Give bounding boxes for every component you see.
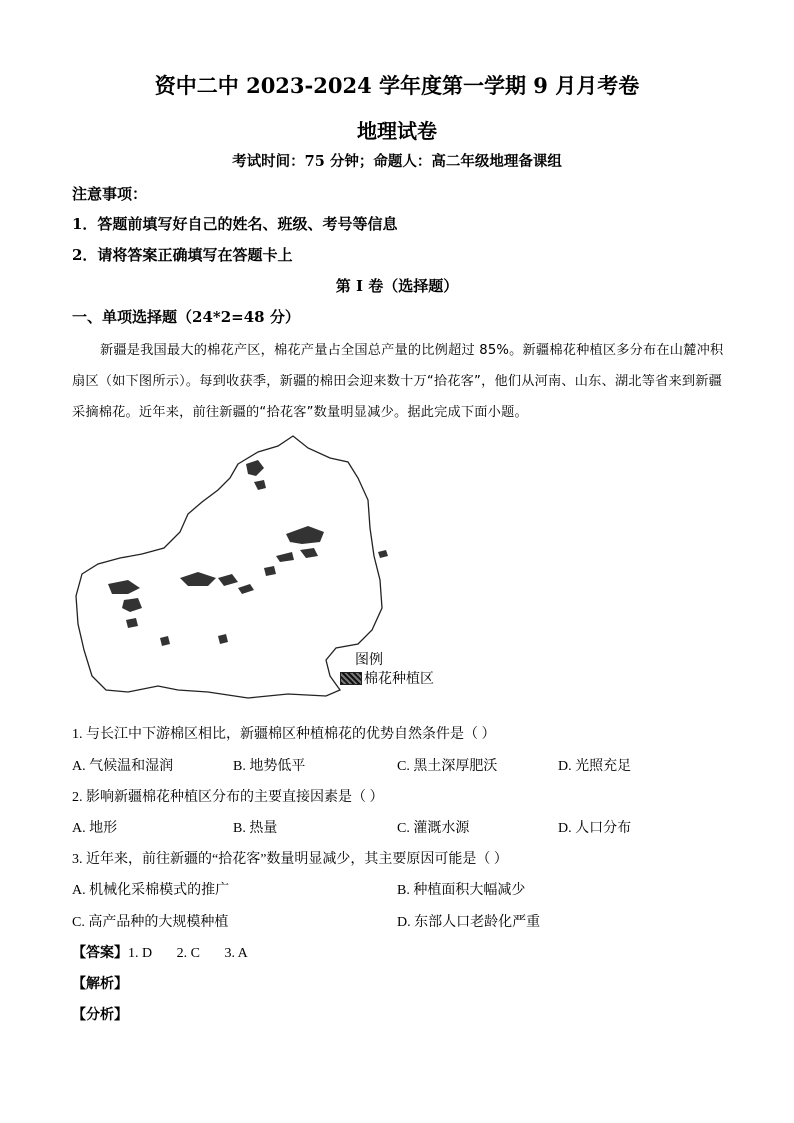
section-title: 一、单项选择题（24*2=48 分）	[72, 308, 300, 326]
question-3-stem: 3. 近年来，前往新疆的“拾花客”数量明显减少，其主要原因可能是（ ）	[72, 852, 508, 867]
fenxi-label: 【分析】	[72, 1008, 128, 1023]
answer-line	[72, 942, 248, 962]
analysis-label: 【解析】	[72, 977, 128, 992]
exam-title: 资中二中 2023-2024 学年度第一学期 9 月月考卷	[154, 73, 640, 98]
notice-item-2: 2．请将答案正确填写在答题卡上	[72, 246, 293, 264]
part-title: 第 I 卷（选择题）	[335, 277, 459, 295]
question-2-option-d: D. 人口分布	[558, 821, 632, 836]
question-3-option-a: A. 机械化采棉模式的推广	[72, 883, 230, 898]
question-1-stem: 1. 与长江中下游棉区相比，新疆棉区种植棉花的优势自然条件是（ ）	[72, 727, 496, 742]
xinjiang-map	[68, 428, 458, 703]
question-2-option-c: C. 灌溉水源	[397, 821, 470, 836]
question-3-option-b: B. 种植面积大幅减少	[397, 883, 526, 898]
legend-item	[340, 668, 434, 688]
question-1-option-c: C. 黑土深厚肥沃	[397, 759, 498, 774]
question-1-option-b: B. 地势低平	[233, 759, 306, 774]
notice-heading: 注意事项：	[72, 185, 148, 203]
answer-label: 【答案】	[72, 946, 128, 961]
question-2-option-a: A. 地形	[72, 821, 118, 836]
legend-label: 棉花种植区	[364, 671, 434, 687]
question-3-option-d: D. 东部人口老龄化严重	[397, 915, 541, 930]
legend-title: 图例	[355, 652, 383, 668]
answer-text: 1. D 2. C 3. A	[128, 946, 248, 961]
question-1-option-a: A. 气候温和湿润	[72, 759, 174, 774]
passage: 新疆是我国最大的棉花产区，棉花产量占全国总产量的比例超过 85%。新疆棉花种植区多分布在山麓冲积扇区（如下图所示）。每到收获季，新疆的棉田会迎来数十万“拾花客”，他们从河南、山东、湖北等省来到新疆采摘棉花。近年来，前往新疆的“拾花客”数量明显减少。据此完成下面小题。	[72, 343, 724, 420]
notice-item-1: 1．答题前填写好自己的姓名、班级、考号等信息	[72, 215, 398, 233]
question-2-option-b: B. 热量	[233, 821, 278, 836]
legend-swatch	[340, 672, 362, 685]
exam-info: 考试时间：75 分钟；命题人：高二年级地理备课组	[232, 153, 562, 170]
subject-title: 地理试卷	[357, 119, 437, 143]
question-1-option-d: D. 光照充足	[558, 759, 632, 774]
question-3-option-c: C. 高产品种的大规模种植	[72, 915, 229, 930]
question-2-stem: 2. 影响新疆棉花种植区分布的主要直接因素是（ ）	[72, 790, 384, 805]
xinjiang-outline-image	[68, 428, 458, 703]
